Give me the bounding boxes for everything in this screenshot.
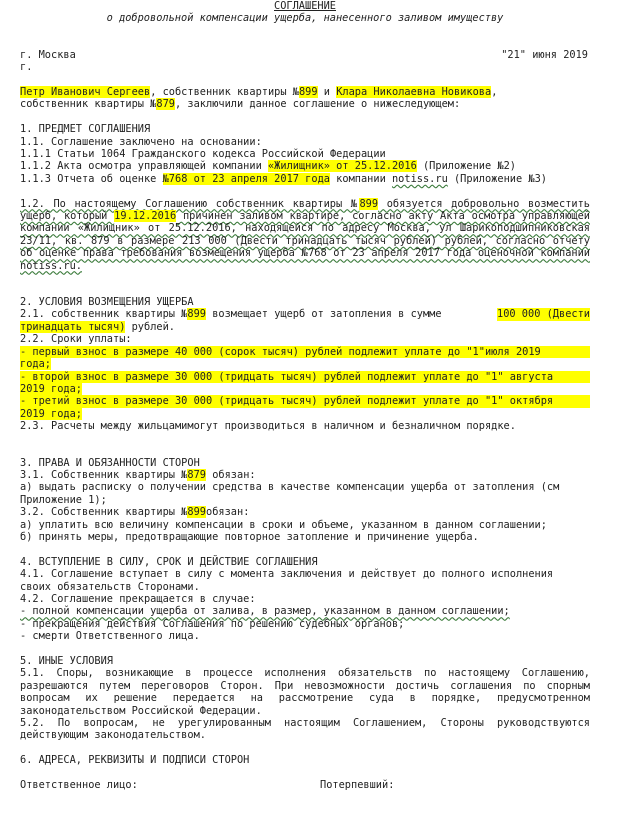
s3-l4c: обязан: bbox=[206, 506, 250, 519]
s2-installment1-b: года; bbox=[20, 358, 51, 371]
s1-p12d: 19.12.2016 bbox=[114, 210, 177, 223]
parties-text3: собственник квартиры № bbox=[20, 98, 157, 111]
s2-installment2-a: - второй взнос в размере 30 000 (тридцать тысяч) рублей подлежит уплате до "1" августа bbox=[20, 371, 590, 383]
s1-paragraph-1-2 bbox=[20, 198, 590, 272]
s3-line6: б) принять меры, предотвращающие повторное затопление и причинение ущерба. bbox=[20, 530, 479, 543]
section6-heading: 6. АДРЕСА, РЕКВИЗИТЫ И ПОДПИСИ СТОРОН bbox=[20, 754, 250, 767]
document-page bbox=[20, 0, 590, 791]
s2-installment3-a: - третий взнос в размере 30 000 (тридцать тысяч) рублей подлежит уплате до "1" октября bbox=[20, 395, 590, 407]
date: "21" июня 2019 bbox=[501, 48, 588, 61]
s4-line1: 4.1. Соглашение вступает в силу с момента заключения и действует до полного исполнения bbox=[20, 568, 554, 581]
section3-heading: 3. ПРАВА И ОБЯЗАННОСТИ СТОРОН bbox=[20, 456, 200, 469]
s1-p12c: обязуется добровольно возместить ущерб, который bbox=[20, 197, 590, 223]
s4-line5: - прекращения действия Соглашения по решению судебных органов; bbox=[20, 617, 405, 630]
doc-subtitle: о добровольной компенсации ущерба, нанесенного заливом имуществу bbox=[106, 12, 504, 25]
s2-installment1-a: - первый взнос в размере 40 000 (сорок тысяч) рублей подлежит уплате до "1"июля 2019 bbox=[20, 346, 590, 358]
s2-line2: 2.2. Сроки уплаты: bbox=[20, 333, 132, 346]
responsible-person-label: Ответственное лицо: bbox=[20, 779, 138, 792]
s2-l1e: тринадцать тысяч) bbox=[20, 320, 126, 333]
parties-text1: , собственник квартиры № bbox=[150, 86, 299, 99]
s1-line4 bbox=[20, 173, 590, 185]
s1-l4c: компании bbox=[329, 172, 392, 185]
parties-text2: , bbox=[491, 86, 498, 99]
s5-paragraph-1: 5.1. Споры, возникающие в процессе исполнения обязательств по настоящему Соглашению, разрешаются путем переговоров Сторон. При невозможности достичь соглашения по спорным вопросам их решение передается на рассмотрение суда в порядке, предусмотренном законодательством Российской Федерации. bbox=[20, 667, 590, 717]
s1-line1: 1.1. Соглашение заключено на основании: bbox=[20, 135, 262, 148]
city-g: г. bbox=[20, 61, 33, 74]
s1-p12a: 1.2. По настоящему Соглашению собственник квартиры № bbox=[20, 197, 360, 210]
section1-heading: 1. ПРЕДМЕТ СОГЛАШЕНИЯ bbox=[20, 123, 151, 136]
s3-l1b: 879 bbox=[187, 468, 206, 481]
s3-l4b: 899 bbox=[187, 506, 206, 519]
s1-act-ref: «Жилищник» от 25.12.2016 bbox=[267, 160, 417, 173]
parties-and: и bbox=[317, 86, 337, 99]
parties-line-2 bbox=[20, 98, 590, 110]
s1-l3c: (Приложение №2) bbox=[416, 160, 516, 173]
s2-line3: 2.3. Расчеты между жильцамимогут производиться в наличном и безналичном порядке. bbox=[20, 420, 516, 433]
section5-heading: 5. ИНЫЕ УСЛОВИЯ bbox=[20, 655, 113, 668]
s2-l1b: 899 bbox=[187, 308, 206, 321]
signature-row bbox=[20, 779, 590, 791]
city: г. Москва bbox=[20, 48, 76, 61]
s2-installment2-b: 2019 года; bbox=[20, 382, 82, 395]
s2-l1f: рублей. bbox=[125, 320, 175, 333]
s1-p12e: причинен заливом квартире, согласно акту Акта осмотра управляющей компании «Жилищник» от 25.12.2016, находящейся по адресу Москва, ул Шарикоподшипниковская 23/11, кв. 879 в размере 213 000 (Двести тринадцать тысяч рублей) рублей, согласно отчету об оценке права требования возмещения ущерба №768 от 23 апреля 2017 года оценочной компании notiss.ru. bbox=[20, 210, 590, 272]
s2-installment3-b: 2019 года; bbox=[20, 407, 82, 420]
section4-heading: 4. ВСТУПЛЕНИЕ В СИЛУ, СРОК И ДЕЙСТВИЕ СОГЛАШЕНИЯ bbox=[20, 555, 318, 568]
party2-flat: 879 bbox=[156, 98, 175, 111]
s4-line4: - полной компенсации ущерба от залива, в размер, указанном в данном соглашении; bbox=[20, 605, 510, 618]
s3-l1a: 3.1. Собственник квартиры № bbox=[20, 468, 188, 481]
s1-report-ref: №768 от 23 апреля 2017 года bbox=[162, 172, 330, 185]
s2-l1c: возмещает ущерб от затопления в сумме bbox=[206, 308, 442, 321]
s2-line1 bbox=[20, 308, 590, 320]
s4-line3: 4.2. Соглашение прекращается в случае: bbox=[20, 593, 256, 605]
s3-l1c: обязан: bbox=[206, 468, 256, 481]
party1-flat: 899 bbox=[298, 86, 318, 99]
s1-l4a: 1.1.3 Отчета об оценке bbox=[20, 172, 163, 185]
s3-l4a: 3.2. Собственник квартиры № bbox=[20, 506, 188, 519]
s3-line1 bbox=[20, 469, 590, 481]
parties-text4: , заключили данное соглашение о нижеследующем: bbox=[175, 98, 461, 111]
party1-name: Петр Иванович Сергеев bbox=[20, 86, 151, 99]
s1-line2: 1.1.1 Статьи 1064 Гражданского кодекса Российской Федерации bbox=[20, 148, 386, 161]
s2-line1-cont bbox=[20, 321, 590, 333]
s3-line4 bbox=[20, 506, 590, 518]
s1-p12b: 899 bbox=[359, 197, 379, 210]
s1-line3 bbox=[20, 160, 590, 172]
victim-label: Потерпевший: bbox=[320, 779, 395, 792]
s5-paragraph-2: 5.2. По вопросам, не урегулированным настоящим Соглашением, Стороны руководствуются действующим законодательством. bbox=[20, 717, 590, 742]
doc-title: СОГЛАШЕНИЕ bbox=[274, 0, 336, 12]
s1-l4e: (Приложение №3) bbox=[447, 172, 547, 185]
s4-line2: своих обязательств Сторонами. bbox=[20, 580, 200, 593]
s3-line3: Приложение 1); bbox=[20, 493, 107, 506]
party2-name: Клара Николаевна Новикова bbox=[336, 86, 492, 99]
place-date-row bbox=[20, 49, 590, 61]
s2-l1a: 2.1. собственник квартиры № bbox=[20, 308, 188, 321]
s4-line6: - смерти Ответственного лица. bbox=[20, 630, 200, 643]
s2-l1d: 100 000 (Двести bbox=[497, 308, 590, 321]
s1-company-link: notiss.ru bbox=[391, 172, 448, 185]
section2-heading: 2. УСЛОВИЯ ВОЗМЕЩЕНИЯ УЩЕРБА bbox=[20, 296, 194, 309]
s1-l3a: 1.1.2 Акта осмотра управляющей компании bbox=[20, 160, 268, 173]
s3-line5: а) уплатить всю величину компенсации в сроки и объеме, указанном в данном соглашении; bbox=[20, 518, 547, 531]
s3-line2: а) выдать расписку о получении средства в качестве компенсации ущерба от затопления (см bbox=[20, 481, 560, 494]
parties-line-1 bbox=[20, 86, 590, 98]
